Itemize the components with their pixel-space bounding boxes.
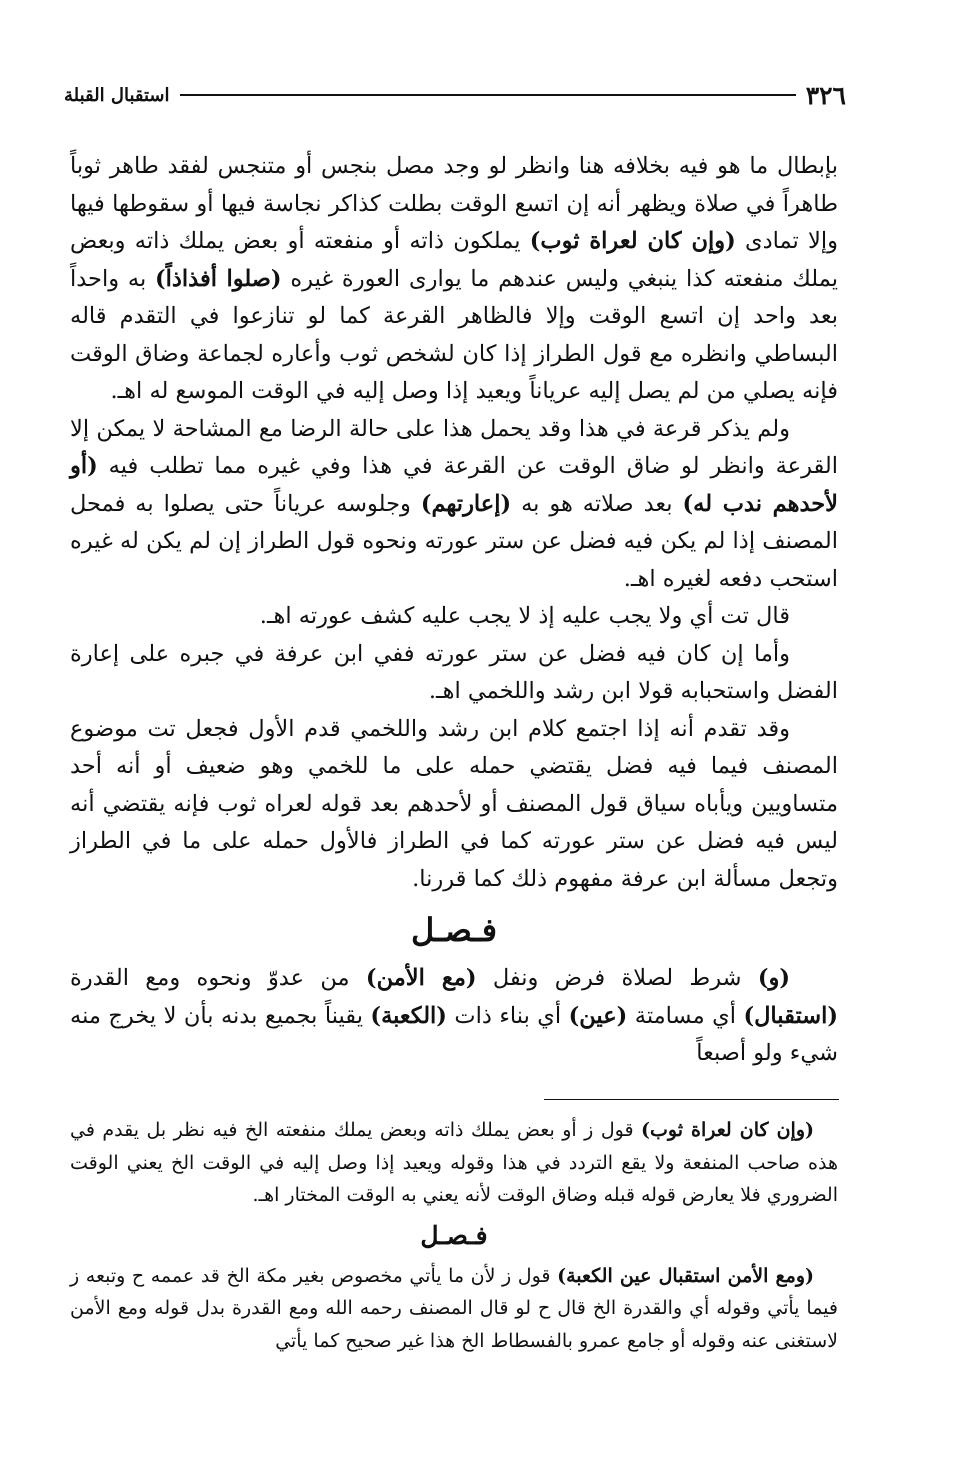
text-run: بعد صلاته هو به [511,490,683,517]
matn-quote: (صلوا أفذاذاً) [155,265,282,292]
paragraph-4: وأما إن كان فيه فضل عن ستر عورته ففي ابن عرفة في جبره على إعارة الفضل واستحبابه قولا ابن رشد واللخمي اهـ. [70,640,838,704]
matn-quote: (عين) [568,1002,628,1029]
text-run: وجلوسه عرياناً حتى يصلوا به فمحل المصنف إذا لم يكن فيه فضل عن ستر عورته ونحوه قول الطراز إن لم يكن له غيره استحب دفعه لغيره اهـ. [70,490,838,592]
text-run: أي بناء ذات [446,1002,569,1029]
text-run: يملكون ذاته أو منفعته أو بعض يملك ذاته وبعض يملك منفعته كذا ينبغي وليس عندهم ما يوارى العورة غيره [70,228,838,292]
footnote-1 [70,1114,838,1212]
footnote-2 [70,1260,838,1358]
footnotes [70,1114,838,1357]
text-run: أي مسامتة [627,1002,744,1029]
text-run: ولم يذكر قرعة في هذا وقد يحمل هذا على حالة الرضا مع المشاحة لا يمكن إلا القرعة وانظر لو ضاق الوقت عن القرعة في هذا وفي غيره مما تطلب فيه [70,415,838,479]
paragraph-1 [70,148,838,411]
page-number: ٣٢٦ [805,80,846,110]
text-run: قول ز لأن ما يأتي مخصوص بغير مكة الخ قد عممه ح وتبعه ز فيما يأتي وقوله أي والقدرة الخ قال ح لو قال المصنف رحمه الله ومع القدرة بدل قوله ومع الأمن لاستغنى عنه وقوله أو جامع عمرو بالفسطاط الخ هذا غير صحيح كما يأتي [70,1264,838,1352]
matn-quote: (مع الأمن) [365,965,477,991]
text-run: بإبطال ما هو فيه بخلافه هنا وانظر لو وجد مصل بنجس أو متنجس لفقد طاهر ثوباً طاهراً في صلاة ويظهر أنه إن اتسع الوقت بطلت كذاكر نجاسة فيها أو سقوطها فيها وإلا تمادى [70,153,838,254]
main-text [70,148,838,1073]
footnote-quote: (وإن كان لعراة ثوب) [641,1119,814,1141]
text-run: شرط لصلاة فرض ونفل [476,965,758,991]
text-run: من عدوّ ونحوه ومع القدرة [70,965,366,991]
running-title: استقبال القبلة [64,84,170,106]
footnote-section-heading: فـصـل [420,1220,488,1250]
page-header [64,78,846,112]
footnote-separator [544,1099,839,1100]
matn-quote: (و) [757,965,791,991]
matn-quote: (إعارتهم) [420,490,512,517]
text-run: يقيناً بجميع بدنه بأن لا يخرج منه شيء ولو أصبعاً [70,1002,838,1066]
matn-quote: (استقبال) [743,1002,838,1029]
paragraph-2 [70,411,838,599]
matn-quote: (أو لأحدهم ندب له) [70,453,839,517]
footnote-quote: (ومع الأمن استقبال عين الكعبة) [557,1264,814,1287]
matn-quote: (وإن كان لعراة ثوب) [529,228,736,254]
paragraph-3: قال تت أي ولا يجب عليه إذ لا يجب عليه كشف عورته اهـ. [259,603,790,629]
text-run: به واحداً بعد واحد إن اتسع الوقت وإلا فالظاهر القرعة كما لو تنازعوا في التقدم قاله البساطي وانظره مع قول الطراز إذا كان لشخص ثوب وأعاره لجماعة وضاق الوقت فإنه يصلي من لم يصل إليه عرياناً ويعيد إذا وصل إليه في الوقت الموسع له اهـ. [70,265,838,404]
paragraph-6 [70,960,838,1073]
paragraph-5: وقد تقدم أنه إذا اجتمع كلام ابن رشد واللخمي قدم الأول فجعل تت موضوع المصنف فيما فيه فضل يقتضي حمله على ما للخمي وهو ضعيف أو أنه أحد متساويين ويأباه سياق قول المصنف أو لأحدهم بعد قوله لعراه ثوب فإنه يقتضي أنه ليس فيه فضل عن ستر عورته كما في الطراز فالأول حمله على ما في الطراز وتجعل مسألة ابن عرفة مفهوم ذلك كما قررنا. [70,715,838,892]
matn-quote: (الكعبة) [370,1002,447,1029]
text-run: قول ز أو بعض يملك ذاته وبعض يملك منفعته الخ فيه نظر بل يقدم في هذه صاحب المنفعة ولا يقع التردد في هذا وقوله ويعيد إذا وصل إليه في الوقت الخ يعني الوقت الضروري فلا يعارض قوله قبله وضاق الوقت لأنه يعني به الوقت المختار اهـ. [70,1119,838,1206]
section-heading: فـصـل [410,911,498,949]
header-rule [180,94,796,96]
